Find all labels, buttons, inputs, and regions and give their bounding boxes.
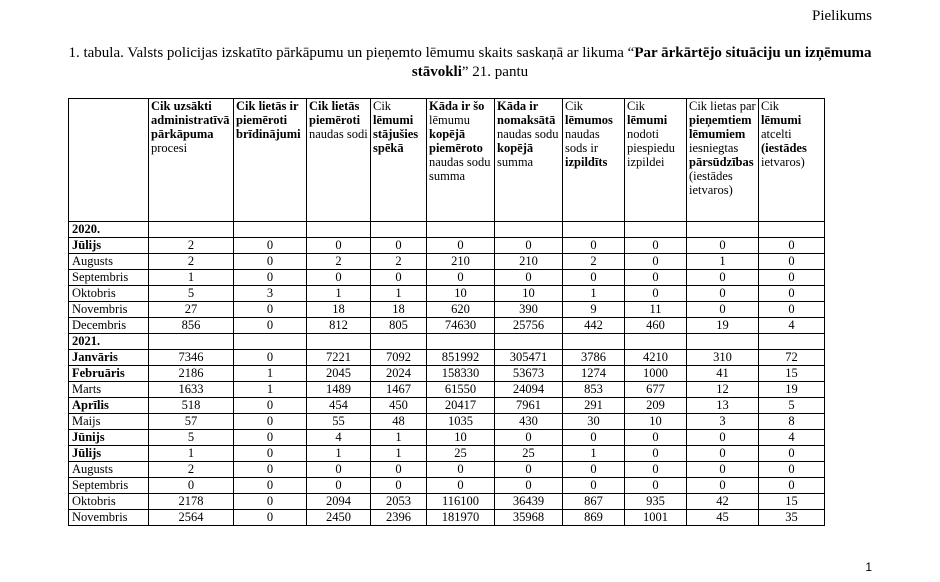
column-header-text: (iestādes [761,141,807,155]
year-label: 2020. [69,222,149,238]
empty-cell [149,334,234,350]
value-cell: 0 [759,270,825,286]
value-cell: 0 [234,350,307,366]
value-cell: 18 [371,302,427,318]
value-cell: 25756 [495,318,563,334]
column-header-text: iesniegtas [689,141,739,155]
value-cell: 0 [234,446,307,462]
empty-cell [149,222,234,238]
column-header-text: Cik lietās ir piemēroti brīdinājumi [236,99,301,141]
value-cell: 0 [625,446,687,462]
value-cell: 9 [563,302,625,318]
table-row [69,318,825,334]
table-row [69,382,825,398]
column-header-4 [371,99,427,222]
empty-cell [427,222,495,238]
value-cell: 48 [371,414,427,430]
table-caption [60,44,880,82]
table-row [69,238,825,254]
table-row [69,414,825,430]
column-header-2 [234,99,307,222]
value-cell: 1 [149,270,234,286]
value-cell: 677 [625,382,687,398]
column-header-1 [149,99,234,222]
value-cell: 2450 [307,510,371,526]
month-label: Septembris [69,478,149,494]
year-label: 2021. [69,334,149,350]
value-cell: 1 [371,446,427,462]
column-header-text: Cik lietas par [689,99,756,113]
caption-law-title: Par ārkārtējo situāciju un izņēmuma stāvokli [411,45,872,80]
month-label: Februāris [69,366,149,382]
value-cell: 5 [759,398,825,414]
header-corner-cell [69,99,149,222]
column-header-text: Kāda ir nomaksātā [497,99,556,127]
value-cell: 935 [625,494,687,510]
column-header-text: Cik lietās piemēroti [309,99,361,127]
value-cell: 442 [563,318,625,334]
value-cell: 2186 [149,366,234,382]
column-header-text: kopējā piemēroto [429,127,483,155]
table-row [69,478,825,494]
month-label: Oktobris [69,286,149,302]
value-cell: 1274 [563,366,625,382]
month-label: Aprīlis [69,398,149,414]
value-cell: 8 [759,414,825,430]
empty-cell [307,222,371,238]
value-cell: 0 [759,302,825,318]
column-header-text: Cik [761,99,780,113]
empty-cell [427,334,495,350]
value-cell: 74630 [427,318,495,334]
value-cell: 7961 [495,398,563,414]
value-cell: 0 [687,446,759,462]
table-row [69,254,825,270]
value-cell: 158330 [427,366,495,382]
month-label: Maijs [69,414,149,430]
value-cell: 61550 [427,382,495,398]
column-header-text: naudas sodu summa [429,155,491,183]
value-cell: 0 [625,238,687,254]
value-cell: 0 [234,478,307,494]
value-cell: 0 [495,430,563,446]
column-header-text: Kāda ir šo [429,99,485,113]
column-header-text: lēmumos [565,113,613,127]
column-header-text: ietvaros) [761,155,805,169]
value-cell: 0 [234,494,307,510]
value-cell: 27 [149,302,234,318]
empty-cell [495,222,563,238]
value-cell: 0 [371,270,427,286]
value-cell: 11 [625,302,687,318]
column-header-text: lēmumi [627,113,668,127]
value-cell: 454 [307,398,371,414]
value-cell: 10 [427,286,495,302]
value-cell: 2 [149,462,234,478]
column-header-text: lēmumu [429,113,470,127]
value-cell: 0 [563,462,625,478]
value-cell: 20417 [427,398,495,414]
value-cell: 0 [307,238,371,254]
value-cell: 0 [234,270,307,286]
value-cell: 0 [687,302,759,318]
value-cell: 55 [307,414,371,430]
value-cell: 3 [234,286,307,302]
value-cell: 0 [495,238,563,254]
year-row [69,334,825,350]
value-cell: 10 [495,286,563,302]
column-header-8 [625,99,687,222]
value-cell: 0 [234,254,307,270]
empty-cell [759,334,825,350]
value-cell: 0 [687,462,759,478]
column-header-text: summa [497,155,534,169]
value-cell: 0 [625,430,687,446]
month-label: Jūnijs [69,430,149,446]
value-cell: 0 [234,302,307,318]
value-cell: 0 [625,462,687,478]
table-row [69,366,825,382]
empty-cell [625,334,687,350]
value-cell: 5 [149,286,234,302]
value-cell: 856 [149,318,234,334]
value-cell: 4 [759,318,825,334]
value-cell: 0 [427,478,495,494]
empty-cell [759,222,825,238]
value-cell: 1 [307,286,371,302]
value-cell: 0 [234,238,307,254]
empty-cell [563,334,625,350]
value-cell: 805 [371,318,427,334]
value-cell: 3786 [563,350,625,366]
value-cell: 0 [563,270,625,286]
value-cell: 5 [149,430,234,446]
value-cell: 0 [495,270,563,286]
value-cell: 2564 [149,510,234,526]
value-cell: 15 [759,366,825,382]
month-label: Oktobris [69,494,149,510]
value-cell: 12 [687,382,759,398]
value-cell: 1035 [427,414,495,430]
header-row [69,99,825,222]
value-cell: 390 [495,302,563,318]
column-header-text: Cik [627,99,646,113]
table-body [69,222,825,526]
month-label: Novembris [69,510,149,526]
value-cell: 0 [307,478,371,494]
value-cell: 0 [234,318,307,334]
column-header-text: Cik uzsākti administratīvā pārkāpuma [151,99,230,141]
value-cell: 116100 [427,494,495,510]
column-header-5 [427,99,495,222]
value-cell: 1 [563,286,625,302]
table-row [69,270,825,286]
value-cell: 0 [687,270,759,286]
column-header-text: procesi [151,141,188,155]
value-cell: 853 [563,382,625,398]
value-cell: 430 [495,414,563,430]
column-header-text: Cik [373,99,392,113]
value-cell: 869 [563,510,625,526]
value-cell: 7092 [371,350,427,366]
column-header-text: (iestādes ietvaros) [689,169,733,197]
month-label: Decembris [69,318,149,334]
value-cell: 1001 [625,510,687,526]
value-cell: 10 [427,430,495,446]
value-cell: 0 [234,510,307,526]
value-cell: 812 [307,318,371,334]
value-cell: 2 [149,254,234,270]
table-row [69,510,825,526]
value-cell: 25 [495,446,563,462]
empty-cell [687,334,759,350]
value-cell: 0 [427,270,495,286]
value-cell: 1 [687,254,759,270]
value-cell: 35 [759,510,825,526]
column-header-text: pārsūdzības [689,155,754,169]
value-cell: 10 [625,414,687,430]
value-cell: 72 [759,350,825,366]
value-cell: 0 [687,478,759,494]
value-cell: 2396 [371,510,427,526]
value-cell: 15 [759,494,825,510]
month-label: Janvāris [69,350,149,366]
column-header-text: izpildīts [565,155,608,169]
month-label: Augusts [69,462,149,478]
value-cell: 209 [625,398,687,414]
value-cell: 0 [234,414,307,430]
value-cell: 24094 [495,382,563,398]
appendix-label: Pielikums [811,8,872,24]
column-header-text: nodoti piespiedu izpildei [627,127,675,169]
column-header-text: atcelti [761,127,792,141]
column-header-text: naudas sodi [309,127,368,141]
empty-cell [234,222,307,238]
value-cell: 0 [625,478,687,494]
value-cell: 450 [371,398,427,414]
value-cell: 0 [307,462,371,478]
month-label: Marts [69,382,149,398]
value-cell: 181970 [427,510,495,526]
column-header-text: lēmumi stājušies spēkā [373,113,419,155]
value-cell: 0 [371,478,427,494]
column-header-text: pieņemtiem lēmumiem [689,113,752,141]
month-label: Jūlijs [69,238,149,254]
month-label: Septembris [69,270,149,286]
year-row [69,222,825,238]
value-cell: 1 [234,382,307,398]
table-row [69,350,825,366]
caption-suffix: ” 21. pantu [461,64,529,80]
value-cell: 1 [371,286,427,302]
value-cell: 1 [307,446,371,462]
value-cell: 0 [234,398,307,414]
value-cell: 4 [759,430,825,446]
value-cell: 1000 [625,366,687,382]
value-cell: 0 [759,446,825,462]
month-label: Jūlijs [69,446,149,462]
statistics-table [68,98,825,526]
value-cell: 2178 [149,494,234,510]
value-cell: 0 [687,286,759,302]
value-cell: 36439 [495,494,563,510]
empty-cell [687,222,759,238]
value-cell: 30 [563,414,625,430]
table-row [69,446,825,462]
value-cell: 867 [563,494,625,510]
value-cell: 1489 [307,382,371,398]
value-cell: 291 [563,398,625,414]
value-cell: 0 [234,462,307,478]
empty-cell [625,222,687,238]
value-cell: 1467 [371,382,427,398]
value-cell: 0 [687,238,759,254]
table-row [69,494,825,510]
value-cell: 2 [149,238,234,254]
column-header-text: kopējā [497,141,534,155]
value-cell: 0 [759,478,825,494]
empty-cell [563,222,625,238]
value-cell: 0 [427,238,495,254]
value-cell: 851992 [427,350,495,366]
value-cell: 7346 [149,350,234,366]
value-cell: 0 [371,238,427,254]
value-cell: 2024 [371,366,427,382]
table-row [69,302,825,318]
column-header-text: naudas sodu [497,127,559,141]
empty-cell [495,334,563,350]
value-cell: 3 [687,414,759,430]
column-header-text: Cik [565,99,584,113]
table-row [69,398,825,414]
value-cell: 0 [625,286,687,302]
value-cell: 0 [625,254,687,270]
value-cell: 19 [759,382,825,398]
value-cell: 0 [563,478,625,494]
table-row [69,462,825,478]
value-cell: 0 [495,462,563,478]
value-cell: 210 [427,254,495,270]
page-number: 1 [865,560,872,574]
value-cell: 0 [563,430,625,446]
empty-cell [371,222,427,238]
value-cell: 18 [307,302,371,318]
column-header-text: naudas sods ir [565,127,600,155]
value-cell: 0 [759,254,825,270]
column-header-7 [563,99,625,222]
value-cell: 2094 [307,494,371,510]
table-row [69,430,825,446]
value-cell: 2 [563,254,625,270]
column-header-6 [495,99,563,222]
value-cell: 310 [687,350,759,366]
value-cell: 1 [234,366,307,382]
value-cell: 0 [234,430,307,446]
value-cell: 7221 [307,350,371,366]
value-cell: 53673 [495,366,563,382]
column-header-9 [687,99,759,222]
value-cell: 1 [371,430,427,446]
value-cell: 45 [687,510,759,526]
value-cell: 2 [307,254,371,270]
column-header-text: lēmumi [761,113,802,127]
value-cell: 19 [687,318,759,334]
value-cell: 25 [427,446,495,462]
empty-cell [234,334,307,350]
value-cell: 42 [687,494,759,510]
value-cell: 0 [759,238,825,254]
value-cell: 0 [759,462,825,478]
table-row [69,286,825,302]
empty-cell [307,334,371,350]
value-cell: 0 [495,478,563,494]
value-cell: 0 [759,286,825,302]
value-cell: 1 [563,446,625,462]
value-cell: 4 [307,430,371,446]
value-cell: 1633 [149,382,234,398]
value-cell: 0 [371,462,427,478]
value-cell: 620 [427,302,495,318]
value-cell: 518 [149,398,234,414]
value-cell: 1 [149,446,234,462]
value-cell: 0 [427,462,495,478]
caption-prefix: 1. tabula. Valsts policijas izskatīto pārkāpumu un pieņemto lēmumu skaits saskaņā ar likuma “ [68,45,635,61]
value-cell: 305471 [495,350,563,366]
value-cell: 41 [687,366,759,382]
value-cell: 0 [307,270,371,286]
value-cell: 4210 [625,350,687,366]
value-cell: 2045 [307,366,371,382]
value-cell: 0 [149,478,234,494]
value-cell: 13 [687,398,759,414]
value-cell: 57 [149,414,234,430]
month-label: Novembris [69,302,149,318]
empty-cell [371,334,427,350]
value-cell: 0 [625,270,687,286]
value-cell: 2053 [371,494,427,510]
value-cell: 210 [495,254,563,270]
value-cell: 0 [687,430,759,446]
month-label: Augusts [69,254,149,270]
value-cell: 35968 [495,510,563,526]
column-header-3 [307,99,371,222]
value-cell: 460 [625,318,687,334]
column-header-10 [759,99,825,222]
value-cell: 2 [371,254,427,270]
value-cell: 0 [563,238,625,254]
